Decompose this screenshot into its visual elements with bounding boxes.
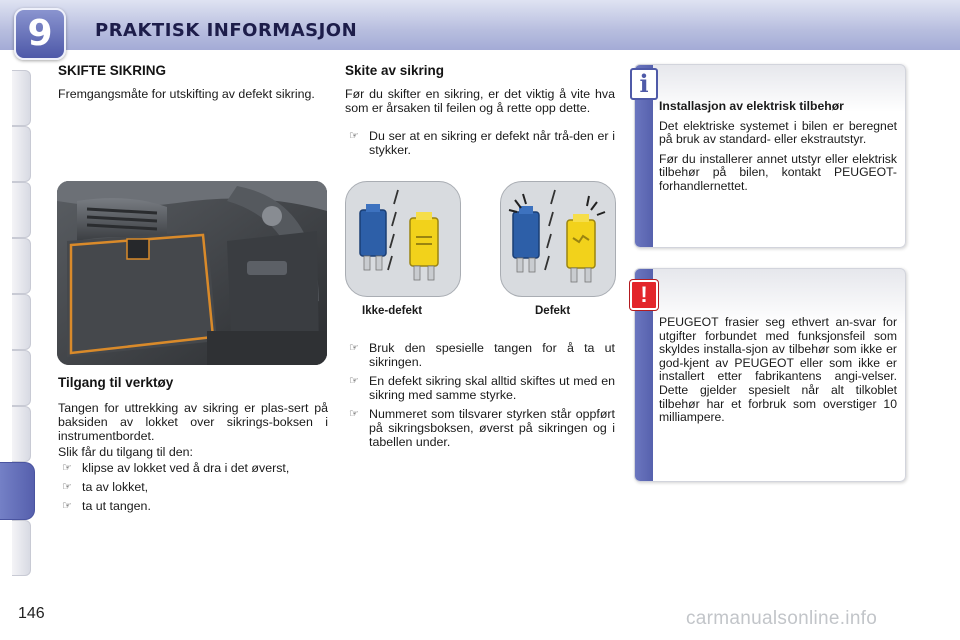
list-item: ☞ Bruk den spesielle tangen for å ta ut sikringen. [349,341,615,369]
access-intro: Slik får du tilgang til den: [58,445,193,459]
chapter-tab[interactable] [12,350,31,406]
hand-pointer-icon: ☞ [349,408,359,420]
chapter-tab[interactable] [12,406,31,462]
hand-pointer-icon: ☞ [349,130,359,142]
caption-not-defective: Ikke-defekt [362,305,423,317]
chapter-tab[interactable] [12,182,31,238]
hand-pointer-icon: ☞ [62,500,72,512]
section-heading-replace-fuse: SKIFTE SIKRING [58,63,167,78]
fuse-defect-drawing [501,182,615,296]
list-item: ☞ Du ser at en sikring er defekt når trå-den er i stykker. [349,129,615,157]
chapter-tab[interactable] [12,520,31,576]
warning-text: PEUGEOT frasier seg ethvert an-svar for utgifter forbundet med funksjonsfeil som skyldes installa-sjon av tilbehør som ikke er god-kjent av PEUGEOT eller som ikke er installert etter fabrikantens angi-velser. Dette gjelder spesielt når alt tilkoblet tilbehør har et forbruk som overstiger 10 milliampere. [659,315,897,425]
chapter-title: PRAKTISK INFORMASJON [95,20,358,41]
info-icon: i [630,68,658,100]
watermark: carmanualsonline.info [686,608,878,629]
info-panel [634,64,906,248]
warning-panel-content [659,316,897,431]
chapter-badge: 9 [14,8,66,60]
info-text-2: Før du installerer annet utstyr eller elektrisk tilbehør på bilen, kontakt PEUGEOT-forhandlernettet. [659,151,897,193]
fuse-check-list [345,129,615,162]
list-item: ☞ Nummeret som tilsvarer styrken står oppført på sikringsboksen, øverst på sikringen og i tabellen under. [349,407,615,449]
fuse-ok-illustration [345,181,461,297]
section-heading-tools: Tilgang til verktøy [58,375,174,390]
exclamation-icon: ! [630,280,658,310]
chapter-tab[interactable] [12,126,31,182]
hand-pointer-icon: ☞ [349,342,359,354]
caption-defective: Defekt [535,305,571,317]
info-text-1: Det elektriske systemet i bilen er beregnet på bruk av standard- eller ekstrautstyr. [659,118,897,147]
chapter-tab[interactable] [12,294,31,350]
page-number: 146 [18,605,45,622]
list-item: ☞ En defekt sikring skal alltid skiftes ut med en sikring med samme styrke. [349,374,615,402]
hand-pointer-icon: ☞ [349,375,359,387]
list-item: ☞ klipse av lokket ved å dra i det øverst, [62,461,290,475]
fuse-defect-illustration [500,181,616,297]
tools-text: Tangen for uttrekking av sikring er plas-sert på baksiden av lokket over sikrings-boksen i instrumentbordet. [58,401,328,443]
info-title: Installasjon av elektrisk tilbehør [659,99,844,113]
chapter-tab-active[interactable] [0,462,35,520]
dashboard-drawing [57,181,327,365]
list-item: ☞ ta av lokket, [62,480,149,494]
dashboard-illustration [57,181,327,365]
fuse-ok-drawing [346,182,460,296]
hand-pointer-icon: ☞ [62,481,72,493]
fuse-replace-list [345,341,615,454]
section-heading-remove-fuse: Skite av sikring [345,63,445,78]
access-steps-list [58,461,328,518]
chapter-tab[interactable] [12,238,31,294]
chapter-tab[interactable] [12,70,31,126]
intro-text: Fremgangsmåte for utskifting av defekt sikring. [58,87,315,101]
hand-pointer-icon: ☞ [62,462,72,474]
warning-panel [634,268,906,482]
list-item: ☞ ta ut tangen. [62,499,151,513]
middle-intro: Før du skifter en sikring, er det viktig å vite hva som er årsaken til feilen og å rette opp dette. [345,87,615,115]
info-panel-content [659,100,897,200]
